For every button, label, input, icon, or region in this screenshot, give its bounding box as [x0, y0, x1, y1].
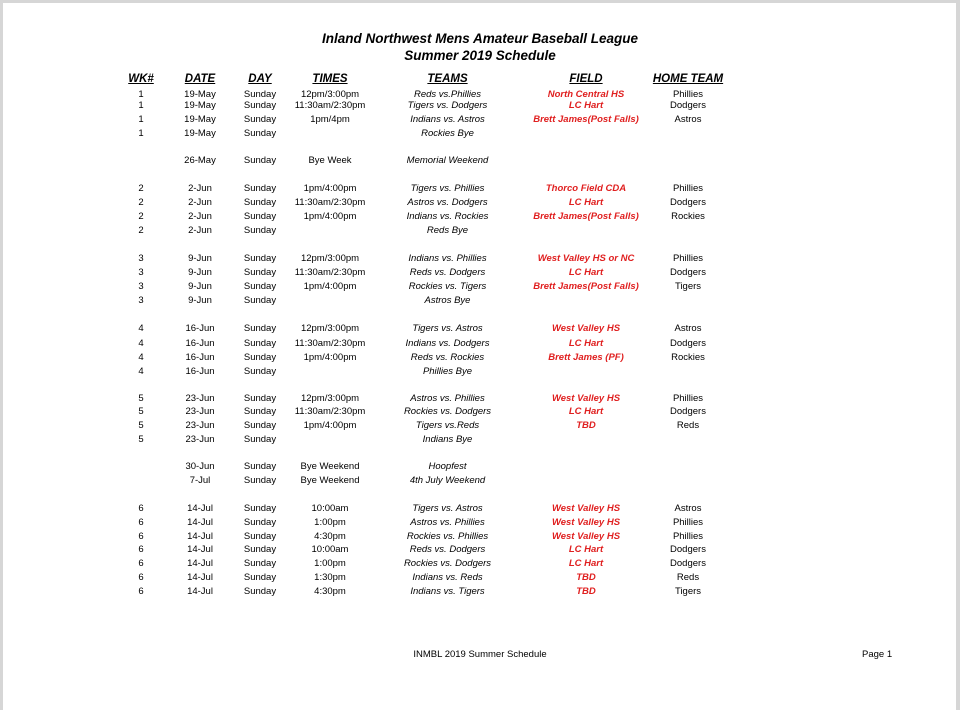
row-29-home: Reds [676, 572, 700, 583]
row-1-time: 12pm/3:00pm [300, 89, 360, 100]
row-29-wk: 6 [138, 572, 144, 583]
row-1-teams: Reds vs.Phillies [413, 89, 482, 100]
row-14-wk: 4 [138, 323, 144, 334]
row-2-field: LC Hart [568, 100, 604, 111]
row-24-time: 10:00am [311, 503, 349, 514]
row-1-field: North Central HS [547, 89, 625, 100]
row-14-day: Sunday [243, 323, 277, 334]
row-11-home: Dodgers [670, 267, 706, 278]
row-2-teams: Tigers vs. Dodgers [407, 100, 488, 111]
row-21-day: Sunday [243, 434, 277, 445]
row-14-home: Astros [674, 323, 702, 334]
row-20-teams: Tigers vs.Reds [415, 420, 480, 431]
row-25-teams: Astros vs. Phillies [410, 517, 485, 528]
row-8-home: Rockies [671, 211, 705, 222]
row-17-teams: Phillies Bye [422, 366, 473, 377]
row-26-time: 4:30pm [314, 531, 346, 542]
row-18-time: 12pm/3:00pm [300, 393, 360, 404]
row-13-wk: 3 [138, 295, 144, 306]
row-26-teams: Rockies vs. Phillies [406, 531, 489, 542]
row-28-wk: 6 [138, 558, 144, 569]
row-14-teams: Tigers vs. Astros [412, 323, 483, 334]
row-22-teams: Hoopfest [428, 461, 467, 472]
row-30-day: Sunday [243, 586, 277, 597]
row-3-day: Sunday [243, 114, 277, 125]
row-25-wk: 6 [138, 517, 144, 528]
row-27-field: LC Hart [568, 544, 604, 555]
row-15-wk: 4 [138, 338, 144, 349]
row-7-home: Dodgers [670, 197, 706, 208]
row-28-home: Dodgers [670, 558, 706, 569]
row-28-field: LC Hart [568, 558, 604, 569]
row-28-date: 14-Jul [187, 558, 213, 569]
row-10-date: 9-Jun [188, 253, 212, 264]
header-times: TIMES [312, 73, 348, 85]
row-29-teams: Indians vs. Reds [412, 572, 483, 583]
page-edge-left [0, 0, 3, 710]
row-19-day: Sunday [243, 406, 277, 417]
row-3-field: Brett James(Post Falls) [533, 114, 639, 125]
row-2-day: Sunday [243, 100, 277, 111]
row-18-wk: 5 [138, 393, 144, 404]
row-7-wk: 2 [138, 197, 144, 208]
row-24-field: West Valley HS [551, 503, 621, 514]
header-teams: TEAMS [427, 73, 468, 85]
row-14-time: 12pm/3:00pm [300, 323, 360, 334]
row-10-time: 12pm/3:00pm [300, 253, 360, 264]
row-14-field: West Valley HS [551, 323, 621, 334]
row-12-field: Brett James(Post Falls) [533, 281, 639, 292]
row-25-day: Sunday [243, 517, 277, 528]
row-2-home: Dodgers [670, 100, 706, 111]
row-30-wk: 6 [138, 586, 144, 597]
row-19-field: LC Hart [568, 406, 604, 417]
row-18-home: Phillies [672, 393, 704, 404]
document-subtitle: Summer 2019 Schedule [404, 48, 556, 63]
document-title: Inland Northwest Mens Amateur Baseball League [321, 31, 639, 46]
row-19-wk: 5 [138, 406, 144, 417]
row-16-time: 1pm/4:00pm [303, 352, 357, 363]
row-13-date: 9-Jun [188, 295, 212, 306]
row-6-wk: 2 [138, 183, 144, 194]
row-12-date: 9-Jun [188, 281, 212, 292]
row-17-date: 16-Jun [185, 366, 215, 377]
footer-title: INMBL 2019 Summer Schedule [413, 649, 547, 660]
row-24-date: 14-Jul [187, 503, 213, 514]
row-23-date: 7-Jul [189, 475, 211, 486]
row-1-wk: 1 [138, 89, 144, 100]
row-17-wk: 4 [138, 366, 144, 377]
row-11-day: Sunday [243, 267, 277, 278]
row-7-time: 11:30am/2:30pm [294, 197, 366, 208]
row-29-time: 1:30pm [314, 572, 346, 583]
row-11-teams: Reds vs. Dodgers [409, 267, 486, 278]
row-15-date: 16-Jun [185, 338, 215, 349]
row-7-day: Sunday [243, 197, 277, 208]
row-29-field: TBD [576, 572, 596, 583]
row-20-wk: 5 [138, 420, 144, 431]
row-18-teams: Astros vs. Phillies [410, 393, 485, 404]
row-4-day: Sunday [243, 128, 277, 139]
row-4-date: 19-May [184, 128, 216, 139]
row-8-wk: 2 [138, 211, 144, 222]
row-28-time: 1:00pm [314, 558, 346, 569]
row-18-date: 23-Jun [185, 393, 215, 404]
row-15-day: Sunday [243, 338, 277, 349]
row-13-day: Sunday [243, 295, 277, 306]
row-27-day: Sunday [243, 544, 277, 555]
row-6-field: Thorco Field CDA [545, 183, 627, 194]
row-16-date: 16-Jun [185, 352, 215, 363]
row-25-field: West Valley HS [551, 517, 621, 528]
header-home-team: HOME TEAM [652, 73, 724, 85]
row-4-teams: Rockies Bye [421, 128, 474, 139]
row-7-teams: Astros vs. Dodgers [407, 197, 488, 208]
row-9-day: Sunday [243, 225, 277, 236]
row-7-date: 2-Jun [188, 197, 212, 208]
header-day: DAY [248, 73, 272, 85]
row-19-time: 11:30am/2:30pm [294, 406, 366, 417]
row-25-home: Phillies [672, 517, 704, 528]
row-6-day: Sunday [243, 183, 277, 194]
row-1-date: 19-May [184, 89, 216, 100]
row-20-field: TBD [576, 420, 596, 431]
row-8-teams: Indians vs. Rockies [406, 211, 489, 222]
row-22-day: Sunday [243, 461, 277, 472]
row-21-teams: Indians Bye [422, 434, 473, 445]
row-27-teams: Reds vs. Dodgers [409, 544, 486, 555]
row-12-time: 1pm/4:00pm [303, 281, 357, 292]
row-14-date: 16-Jun [185, 323, 215, 334]
row-25-date: 14-Jul [187, 517, 213, 528]
row-3-wk: 1 [138, 114, 144, 125]
page-number: Page 1 [862, 649, 893, 660]
row-23-time: Bye Weekend [300, 475, 360, 486]
row-10-field: West Valley HS or NC [537, 253, 635, 264]
row-25-time: 1:00pm [314, 517, 346, 528]
row-3-time: 1pm/4pm [310, 114, 350, 125]
row-22-time: Bye Weekend [300, 461, 360, 472]
row-23-teams: 4th July Weekend [409, 475, 486, 486]
row-17-day: Sunday [243, 366, 277, 377]
row-9-date: 2-Jun [188, 225, 212, 236]
row-19-date: 23-Jun [185, 406, 215, 417]
row-27-time: 10:00am [311, 544, 349, 555]
row-5-day: Sunday [243, 155, 277, 166]
row-16-day: Sunday [243, 352, 277, 363]
row-12-wk: 3 [138, 281, 144, 292]
row-27-wk: 6 [138, 544, 144, 555]
row-19-teams: Rockies vs. Dodgers [403, 406, 492, 417]
row-18-day: Sunday [243, 393, 277, 404]
row-15-time: 11:30am/2:30pm [294, 338, 366, 349]
row-24-home: Astros [674, 503, 702, 514]
row-24-wk: 6 [138, 503, 144, 514]
row-29-date: 14-Jul [187, 572, 213, 583]
row-29-day: Sunday [243, 572, 277, 583]
row-5-teams: Memorial Weekend [406, 155, 489, 166]
row-2-time: 11:30am/2:30pm [294, 100, 366, 111]
row-8-time: 1pm/4:00pm [303, 211, 357, 222]
row-10-day: Sunday [243, 253, 277, 264]
row-10-wk: 3 [138, 253, 144, 264]
row-15-field: LC Hart [568, 338, 604, 349]
row-24-day: Sunday [243, 503, 277, 514]
row-26-field: West Valley HS [551, 531, 621, 542]
row-30-field: TBD [576, 586, 596, 597]
row-11-date: 9-Jun [188, 267, 212, 278]
row-20-date: 23-Jun [185, 420, 215, 431]
row-20-time: 1pm/4:00pm [303, 420, 357, 431]
row-26-date: 14-Jul [187, 531, 213, 542]
row-18-field: West Valley HS [551, 393, 621, 404]
header-date: DATE [184, 73, 216, 85]
row-30-home: Tigers [674, 586, 702, 597]
row-23-day: Sunday [243, 475, 277, 486]
row-30-time: 4:30pm [314, 586, 346, 597]
row-20-day: Sunday [243, 420, 277, 431]
row-6-teams: Tigers vs. Phillies [410, 183, 485, 194]
row-3-teams: Indians vs. Astros [410, 114, 485, 125]
row-8-field: Brett James(Post Falls) [533, 211, 639, 222]
row-12-day: Sunday [243, 281, 277, 292]
row-3-home: Astros [674, 114, 702, 125]
row-2-date: 19-May [184, 100, 216, 111]
header-wk: WK# [128, 73, 154, 85]
row-16-field: Brett James (PF) [548, 352, 624, 363]
row-4-wk: 1 [138, 128, 144, 139]
row-1-day: Sunday [243, 89, 277, 100]
row-21-date: 23-Jun [185, 434, 215, 445]
row-26-wk: 6 [138, 531, 144, 542]
row-27-date: 14-Jul [187, 544, 213, 555]
header-field: FIELD [569, 73, 603, 85]
row-5-date: 26-May [184, 155, 216, 166]
row-11-field: LC Hart [568, 267, 604, 278]
row-24-teams: Tigers vs. Astros [412, 503, 483, 514]
row-13-teams: Astros Bye [424, 295, 471, 306]
row-2-wk: 1 [138, 100, 144, 111]
row-12-teams: Rockies vs. Tigers [408, 281, 487, 292]
row-1-home: Phillies [672, 89, 704, 100]
row-15-teams: Indians vs. Dodgers [405, 338, 490, 349]
row-3-date: 19-May [184, 114, 216, 125]
row-9-teams: Reds Bye [426, 225, 469, 236]
row-9-wk: 2 [138, 225, 144, 236]
row-21-wk: 5 [138, 434, 144, 445]
row-10-home: Phillies [672, 253, 704, 264]
page-edge-top [0, 0, 960, 3]
row-11-time: 11:30am/2:30pm [294, 267, 366, 278]
row-7-field: LC Hart [568, 197, 604, 208]
row-30-date: 14-Jul [187, 586, 213, 597]
row-28-teams: Rockies vs. Dodgers [403, 558, 492, 569]
row-30-teams: Indians vs. Tigers [410, 586, 485, 597]
row-19-home: Dodgers [670, 406, 706, 417]
row-26-home: Phillies [672, 531, 704, 542]
row-5-time: Bye Week [308, 155, 352, 166]
row-12-home: Tigers [674, 281, 702, 292]
row-11-wk: 3 [138, 267, 144, 278]
row-6-home: Phillies [672, 183, 704, 194]
row-16-home: Rockies [671, 352, 705, 363]
row-15-home: Dodgers [670, 338, 706, 349]
row-16-teams: Reds vs. Rockies [410, 352, 485, 363]
row-22-date: 30-Jun [185, 461, 215, 472]
row-8-date: 2-Jun [188, 211, 212, 222]
row-8-day: Sunday [243, 211, 277, 222]
row-26-day: Sunday [243, 531, 277, 542]
row-27-home: Dodgers [670, 544, 706, 555]
page-edge-right [956, 0, 960, 710]
row-16-wk: 4 [138, 352, 144, 363]
row-10-teams: Indians vs. Phillies [408, 253, 487, 264]
row-20-home: Reds [676, 420, 700, 431]
row-6-date: 2-Jun [188, 183, 212, 194]
row-6-time: 1pm/4:00pm [303, 183, 357, 194]
row-28-day: Sunday [243, 558, 277, 569]
